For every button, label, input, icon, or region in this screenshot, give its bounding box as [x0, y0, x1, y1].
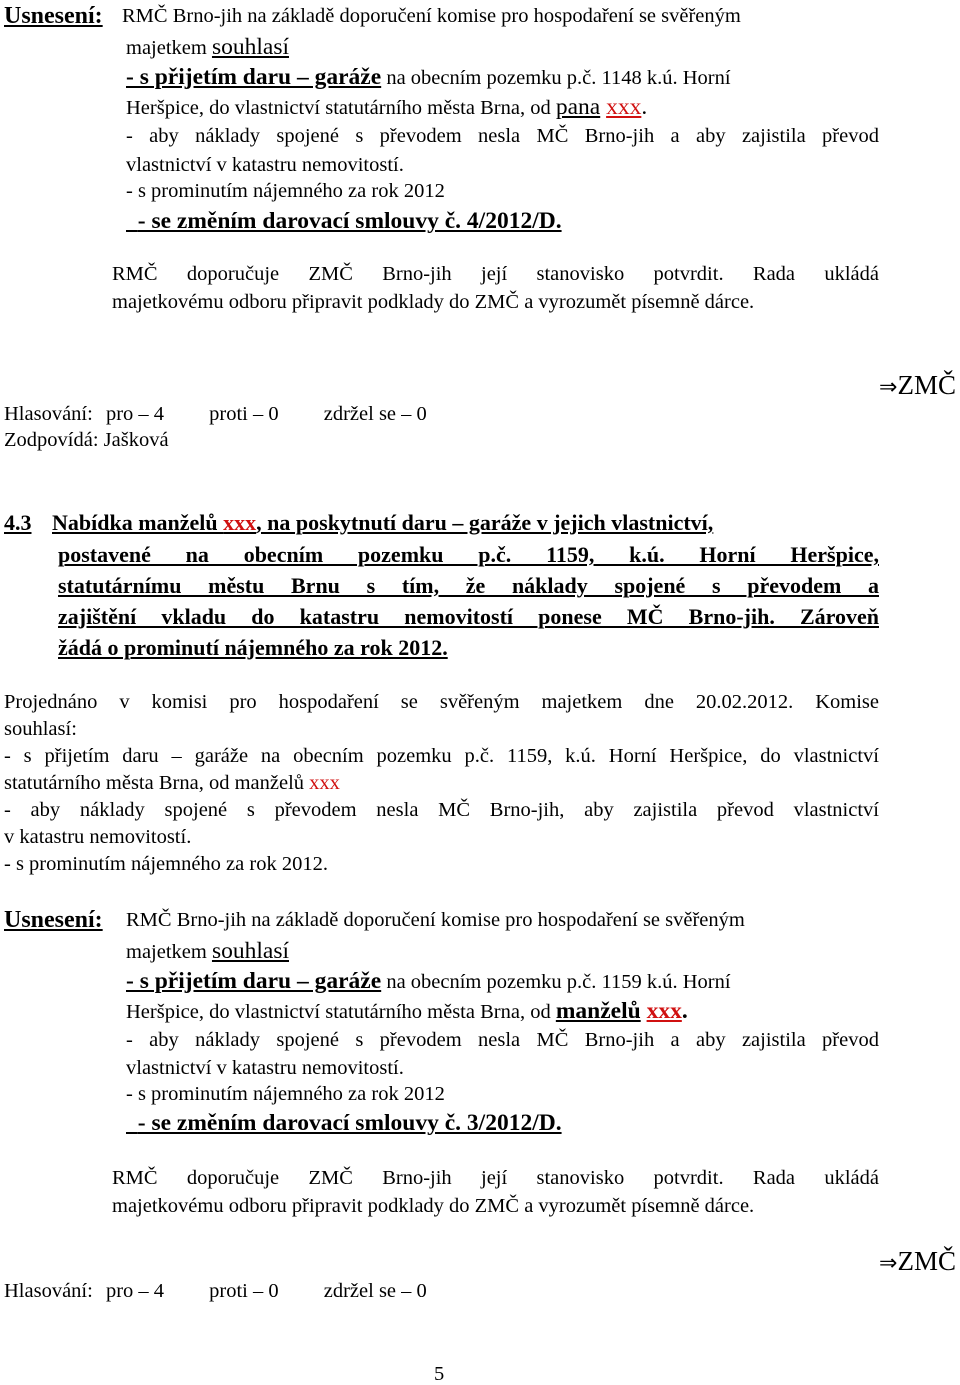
vote-abstain: zdržel se – 0: [323, 1280, 427, 1302]
text: .: [641, 94, 648, 120]
resolution-line: - s prominutím nájemného za rok 2012: [126, 180, 445, 202]
section-heading-line: zajištění vkladu do katastru nemovitostí ponese MČ Brno-jih. Zároveň: [58, 604, 879, 629]
section-heading-line: statutárnímu městu Brnu s tím, že náklady spojené s převodem a: [58, 573, 879, 598]
resolution-line: [126, 96, 647, 120]
section-number: 4.3: [4, 510, 32, 535]
resolution-line: [126, 970, 731, 994]
vote-for: pro – 4: [105, 403, 165, 425]
gift-clause: - s přijetím daru – garáže: [126, 968, 382, 994]
vote-abstain: zdržel se – 0: [323, 403, 427, 425]
vote-tally: [4, 1281, 427, 1302]
arrow-right-icon: ⇒: [879, 1251, 898, 1276]
section-heading-line: [52, 512, 713, 534]
text: statutárního města Brna, od manželů: [4, 772, 310, 794]
vote-against: proti – 0: [209, 403, 279, 425]
vote-against: proti – 0: [209, 1280, 279, 1302]
commission-line: Projednáno v komisi pro hospodaření se svěřeným majetkem dne 20.02.2012. Komise: [4, 691, 879, 713]
commission-line: [4, 773, 340, 794]
commission-line: - aby náklady spojené s převodem nesla MČ Brno-jih, aby zajistila převod vlastnictví: [4, 799, 879, 821]
resolution-line: [126, 1112, 562, 1136]
redacted-name: xxx: [606, 94, 642, 120]
arrow-right-icon: ⇒: [879, 375, 898, 400]
text: majetkem: [126, 37, 212, 59]
commission-line: - s přijetím daru – garáže na obecním pozemku p.č. 1159, k.ú. Horní Heršpice, do vlastnictví: [4, 745, 879, 767]
recommendation-line: RMČ doporučuje ZMČ Brno-jih její stanovisko potvrdit. Rada ukládá: [112, 1167, 879, 1189]
target-body: ZMČ: [897, 370, 956, 400]
resolution-line: RMČ Brno-jih na základě doporučení komise pro hospodaření se svěřeným: [122, 5, 741, 27]
page-number: 5: [434, 1363, 445, 1385]
commission-line: - s prominutím nájemného za rok 2012.: [4, 853, 328, 875]
resolution-label: Usnesení:: [4, 3, 103, 29]
vote-label: Hlasování:: [4, 403, 93, 425]
resolution-line: - aby náklady spojené s převodem nesla MČ Brno-jih a aby zajistila převod: [126, 125, 879, 147]
resolution-line: [126, 1000, 688, 1024]
redacted-name: xxx: [223, 510, 257, 535]
resolution-line: [126, 940, 289, 964]
contract-change: - se změním darovací smlouvy č. 3/2012/D.: [137, 1110, 562, 1136]
resolution-line: - aby náklady spojené s převodem nesla MČ Brno-jih a aby zajistila převod: [126, 1029, 879, 1051]
text: Heršpice, do vlastnictví statutárního města Brna, od: [126, 1001, 556, 1023]
commission-line: souhlasí:: [4, 718, 77, 740]
section-heading-line: postavené na obecním pozemku p.č. 1159, k.ú. Horní Heršpice,: [58, 542, 879, 567]
text: na obecním pozemku p.č. 1159 k.ú. Horní: [381, 971, 731, 993]
commission-line: v katastru nemovitostí.: [4, 826, 192, 848]
redacted-name: xxx: [646, 998, 682, 1024]
vote-tally: [4, 404, 427, 425]
text: na obecním pozemku p.č. 1148 k.ú. Horní: [381, 67, 731, 89]
donor-title: manželů: [555, 998, 641, 1024]
forward-target: [879, 372, 956, 399]
vote-label: Hlasování:: [4, 1280, 93, 1302]
consent-word: souhlasí: [211, 34, 289, 60]
responsible-person: Zodpovídá: Jašková: [4, 429, 169, 451]
text: majetkem: [126, 941, 212, 963]
resolution-line: vlastnictví v katastru nemovitostí.: [126, 1057, 404, 1079]
text: , na poskytnutí daru – garáže v jejich vlastnictví,: [256, 510, 714, 535]
resolution-line: [126, 36, 289, 60]
target-body: ZMČ: [897, 1246, 956, 1276]
consent-word: souhlasí: [211, 938, 289, 964]
recommendation-line: RMČ doporučuje ZMČ Brno-jih její stanovisko potvrdit. Rada ukládá: [112, 263, 879, 285]
resolution-label: Usnesení:: [4, 907, 103, 933]
donor-title: pana: [555, 94, 601, 120]
section-heading-line: žádá o prominutí nájemného za rok 2012.: [58, 635, 448, 660]
resolution-line: vlastnictví v katastru nemovitostí.: [126, 154, 404, 176]
resolution-line: RMČ Brno-jih na základě doporučení komise pro hospodaření se svěřeným: [126, 909, 745, 931]
resolution-line: [126, 66, 731, 90]
recommendation-line: majetkovému odboru připravit podklady do ZMČ a vyrozumět písemně dárce.: [112, 1195, 755, 1217]
resolution-line: [126, 210, 562, 234]
text: .: [681, 998, 688, 1024]
redacted-name: xxx: [309, 772, 340, 794]
contract-change: - se změním darovací smlouvy č. 4/2012/D.: [137, 208, 562, 234]
forward-target: [879, 1248, 956, 1275]
recommendation-line: majetkovému odboru připravit podklady do ZMČ a vyrozumět písemně dárce.: [112, 291, 755, 313]
gift-clause: - s přijetím daru – garáže: [126, 64, 382, 90]
text: Nabídka manželů: [52, 510, 224, 535]
resolution-line: - s prominutím nájemného za rok 2012: [126, 1083, 445, 1105]
vote-for: pro – 4: [105, 1280, 165, 1302]
text: Heršpice, do vlastnictví statutárního města Brna, od: [126, 97, 556, 119]
